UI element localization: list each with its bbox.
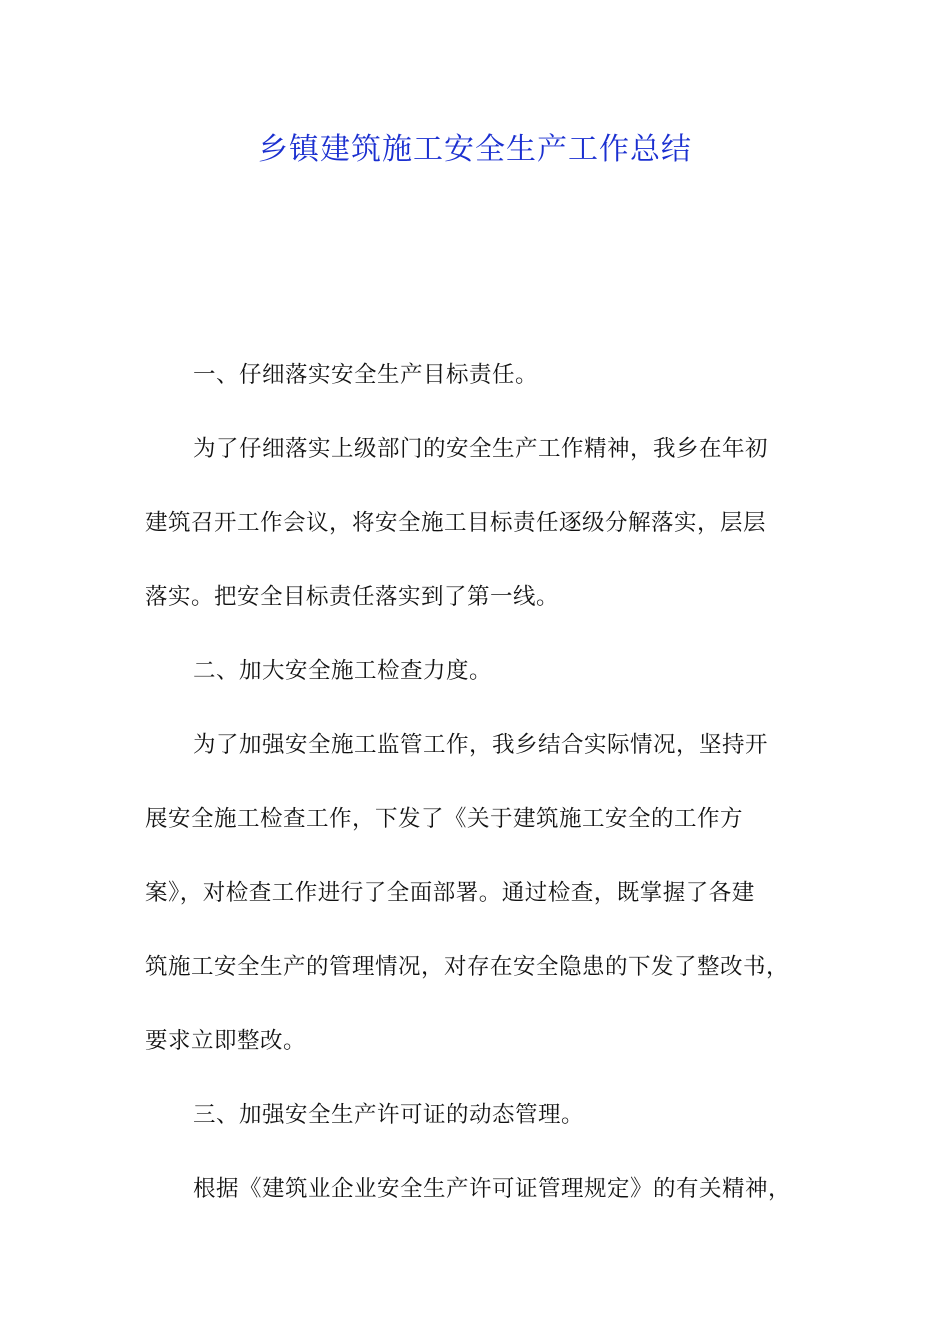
document-body — [145, 338, 815, 1226]
section-heading-3: 三、加强安全生产许可证的动态管理。 — [193, 1102, 585, 1128]
paragraph-line: 根据《建筑业企业安全生产许可证管理规定》的有关精神， — [193, 1176, 792, 1202]
paragraph-line: 要求立即整改。 — [145, 1028, 307, 1054]
paragraph-line: 展安全施工检查工作，下发了《关于建筑施工安全的工作方 — [145, 806, 744, 832]
paragraph-line: 为了仔细落实上级部门的安全生产工作精神，我乡在年初 — [193, 436, 769, 462]
paragraph-line: 为了加强安全施工监管工作，我乡结合实际情况，坚持开 — [193, 732, 769, 758]
section-heading-1: 一、仔细落实安全生产目标责任。 — [193, 362, 539, 388]
document-title: 乡镇建筑施工安全生产工作总结 — [258, 132, 692, 167]
section-heading-2: 二、加大安全施工检查力度。 — [193, 658, 493, 684]
paragraph-line: 案》，对检查工作进行了全面部署。通过检查，既掌握了各建 — [145, 880, 755, 906]
paragraph-line: 筑施工安全生产的管理情况，对存在安全隐患的下发了整改书， — [145, 954, 790, 980]
paragraph-line: 落实。把安全目标责任落实到了第一线。 — [145, 584, 560, 610]
paragraph-line: 建筑召开工作会议，将安全施工目标责任逐级分解落实，层层 — [145, 510, 767, 536]
